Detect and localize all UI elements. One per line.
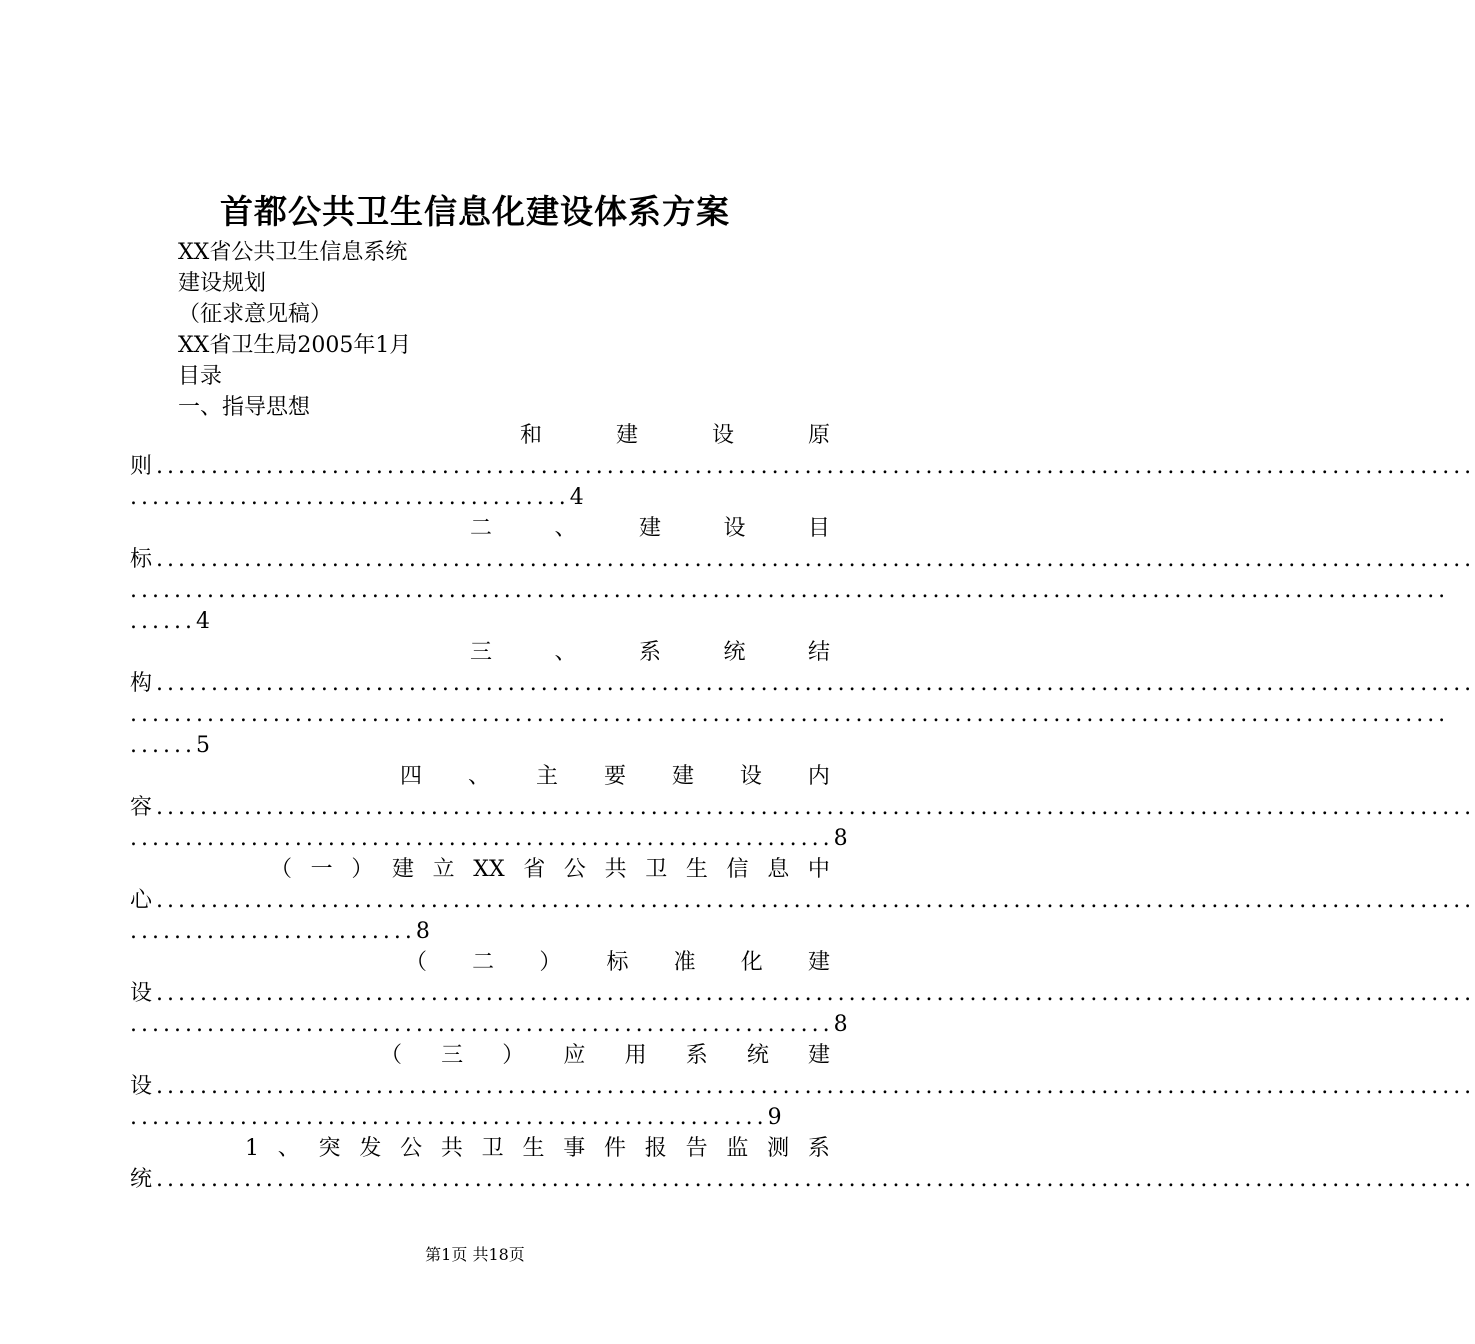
toc-entry-leader: 构........................................................................................................................ — [130, 671, 1475, 696]
toc-entry-leader: 心........................................................................................................................ — [130, 888, 1475, 913]
toc-entry-heading: （ 二 ） 标 准 化 建 — [405, 950, 830, 975]
toc-entry-leader: 设........................................................................................................................ — [130, 1074, 1475, 1099]
toc-entry[interactable] — [130, 761, 1475, 854]
front-line-draft: （征求意见稿） — [178, 302, 333, 327]
toc-entry-page: ................................................................8 — [130, 826, 852, 851]
toc-heading: 目录 — [178, 364, 223, 389]
toc-entry-heading: 三 、 系 统 结 — [470, 640, 830, 665]
toc-entry-page: ......4 — [130, 609, 214, 634]
toc-entry[interactable] — [130, 854, 1475, 947]
document-title: 首都公共卫生信息化建设体系方案 — [220, 192, 730, 231]
toc-entry[interactable] — [130, 637, 1475, 761]
toc-entry-heading: 1 、 突 发 公 共 卫 生 事 件 报 告 监 测 系 — [245, 1136, 830, 1161]
toc-entry[interactable] — [130, 1040, 1475, 1133]
toc-first-line: 一、指导思想 — [178, 395, 311, 420]
toc-entry-page: ..........................................................9 — [130, 1105, 786, 1130]
toc-entry-page: ........................................4 — [130, 485, 588, 510]
toc-entry[interactable] — [130, 513, 1475, 637]
table-of-contents — [130, 420, 1475, 1195]
toc-entry-heading: 和 建 设 原 — [520, 423, 830, 448]
page-footer: 第1页 共18页 — [425, 1245, 525, 1264]
toc-entry-heading: （ 三 ） 应 用 系 统 建 — [380, 1043, 830, 1068]
front-line-issuer-date: XX省卫生局2005年1月 — [178, 333, 412, 358]
toc-entry-heading: 二 、 建 设 目 — [470, 516, 830, 541]
toc-entry-page: ..........................8 — [130, 919, 434, 944]
toc-entry-heading: （ 一 ） 建 立 XX 省 公 共 卫 生 信 息 中 — [270, 857, 830, 882]
front-line-plan: 建设规划 — [178, 271, 267, 296]
toc-entry-page: ......5 — [130, 733, 214, 758]
toc-entry-leader: ........................................................................................................................ — [130, 702, 1450, 727]
toc-entry-leader: 则........................................................................................................................ — [130, 454, 1475, 479]
toc-entry-leader: 标........................................................................................................................ — [130, 547, 1475, 572]
toc-entry-leader: 设........................................................................................................................ — [130, 981, 1475, 1006]
front-line-system: XX省公共卫生信息系统 — [178, 240, 408, 265]
toc-entry-leader: 容........................................................................................................................ — [130, 795, 1475, 820]
front-matter — [178, 237, 411, 423]
toc-entry-page: ................................................................8 — [130, 1012, 852, 1037]
toc-entry[interactable] — [130, 420, 1475, 513]
toc-entry-leader: ........................................................................................................................ — [130, 578, 1450, 603]
toc-entry-leader: 统........................................................................................................................ — [130, 1167, 1475, 1192]
toc-entry[interactable] — [130, 947, 1475, 1040]
toc-entry-heading: 四 、 主 要 建 设 内 — [400, 764, 830, 789]
toc-entry[interactable] — [130, 1133, 1475, 1195]
